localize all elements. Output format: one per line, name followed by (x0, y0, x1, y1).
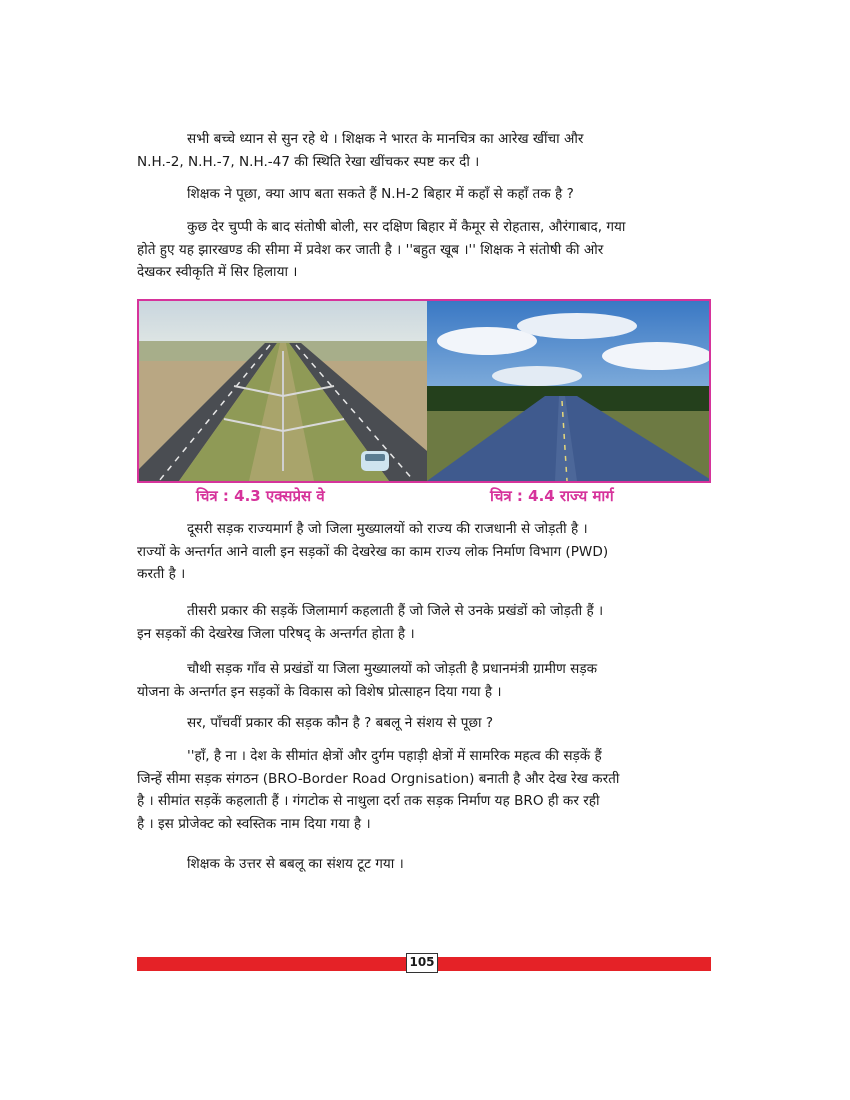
text-line: N.H.-2, N.H.-7, N.H.-47 की स्थिति रेखा खींचकर स्पष्ट कर दी । (137, 153, 480, 170)
text-line: राज्यों के अन्तर्गत आने वाली इन सड़कों की देखरेख का काम राज्य लोक निर्माण विभाग (PWD) (137, 543, 609, 560)
text-line: करती है । (137, 566, 186, 582)
paragraph-9 (137, 853, 711, 876)
text-line: शिक्षक के उत्तर से बबलू का संशय टूट गया । (187, 856, 404, 872)
figure-frame (137, 299, 711, 483)
text-line: इन सड़कों की देखरेख जिला परिषद् के अन्तर्गत होता है । (137, 625, 415, 642)
expressway-photo (139, 301, 427, 481)
figure-caption: चित्र : 4.3 एक्सप्रेस वे (196, 487, 325, 505)
text-line: देखकर स्वीकृति में सिर हिलाया । (137, 264, 298, 280)
page-number: 105 (406, 953, 438, 973)
text-line: योजना के अन्तर्गत इन सड़कों के विकास को विशेष प्रोत्साहन दिया गया है । (137, 683, 502, 700)
text-line: होते हुए यह झारखण्ड की सीमा में प्रवेश कर जाती है । ''बहुत खूब ।'' शिक्षक ने संतोषी की ओर (137, 241, 604, 258)
paragraph-7 (137, 712, 711, 735)
text-line: सभी बच्चे ध्यान से सुन रहे थे । शिक्षक ने भारत के मानचित्र का आरेख खींचा और (187, 131, 584, 147)
text-line: ''हाँ, है ना । देश के सीमांत क्षेत्रों और दुर्गम पहाड़ी क्षेत्रों में सामरिक महत्व की सड़कें हैं (187, 748, 602, 764)
paragraph-8 (137, 745, 711, 835)
text-line: जिन्हें सीमा सड़क संगठन (BRO-Border Road Orgnisation) बनाती है और देख रेख करती (137, 770, 620, 787)
text-line: तीसरी प्रकार की सड़कें जिलामार्ग कहलाती हैं जो जिले से उनके प्रखंडों को जोड़ती हैं । (187, 603, 604, 619)
text-line: है । इस प्रोजेक्ट को स्वस्तिक नाम दिया गया है । (137, 815, 371, 832)
paragraph-2 (137, 183, 711, 206)
text-line: कुछ देर चुप्पी के बाद संतोषी बोली, सर दक्षिण बिहार में कैमूर से रोहतास, औरंगाबाद, गया (187, 219, 626, 235)
figure-caption: चित्र : 4.4 राज्य मार्ग (490, 487, 614, 505)
text-line: सर, पाँचवीं प्रकार की सड़क कौन है ? बबलू ने संशय से पूछा ? (187, 715, 494, 731)
paragraph-5 (137, 600, 711, 645)
paragraph-4 (137, 518, 711, 586)
paragraph-6 (137, 658, 711, 703)
state-highway-photo (427, 301, 711, 481)
paragraph-3 (137, 216, 711, 284)
text-line: है । सीमांत सड़कें कहलाती हैं । गंगटोक से नाथुला दर्रा तक सड़क निर्माण यह BRO ही कर रही (137, 793, 600, 809)
text-line: शिक्षक ने पूछा, क्या आप बता सकते हैं N.H-2 बिहार में कहाँ से कहाँ तक है ? (187, 186, 574, 202)
text-line: दूसरी सड़क राज्यमार्ग है जो जिला मुख्यालयों को राज्य की राजधानी से जोड़ती है । (187, 521, 588, 537)
paragraph-1 (137, 128, 711, 173)
text-line: चौथी सड़क गाँव से प्रखंडों या जिला मुख्यालयों को जोड़ती है प्रधानमंत्री ग्रामीण सड़क (187, 661, 598, 677)
